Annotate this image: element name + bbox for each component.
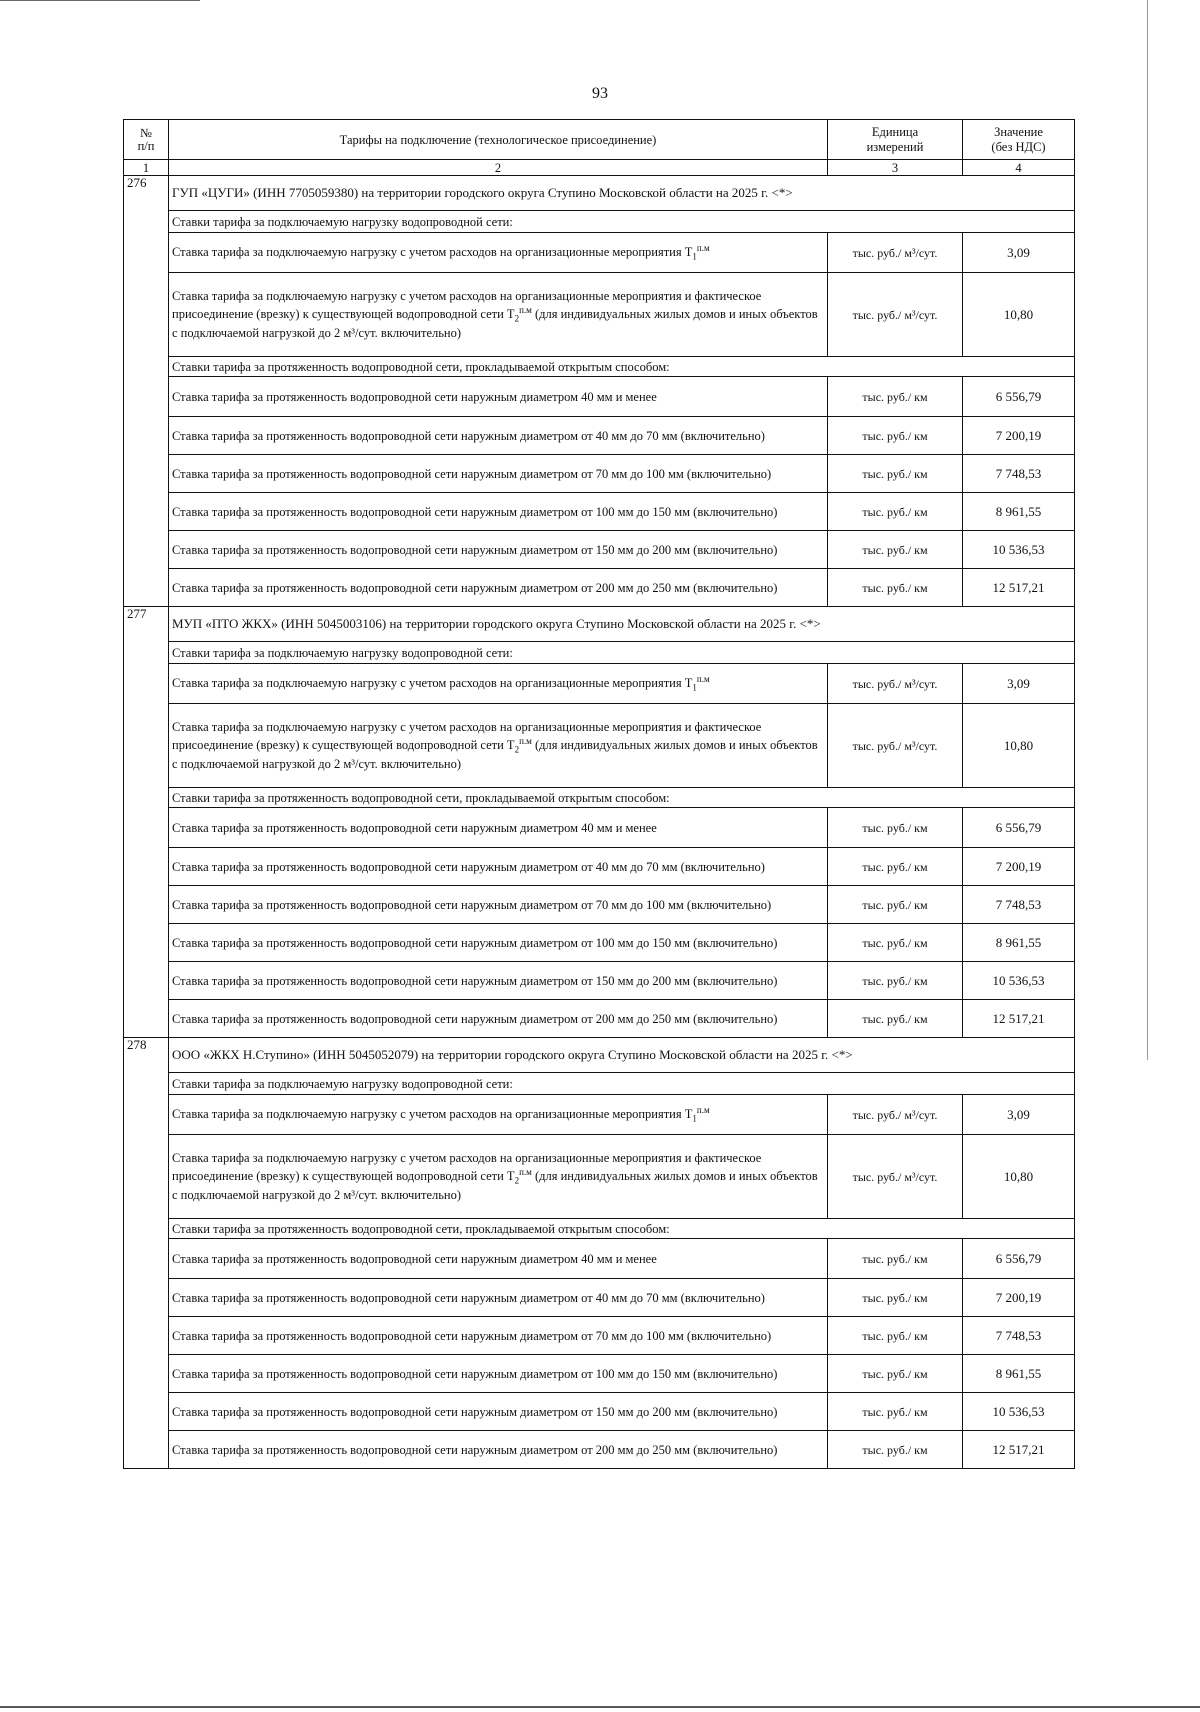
tariff-table <box>123 119 1075 1469</box>
load-section-header: Ставки тарифа за подключаемую нагрузку водопроводной сети: <box>169 642 1075 664</box>
organization-number: 276 <box>124 176 169 607</box>
length-rate-row <box>124 493 1075 531</box>
unit-value: тыс. руб./ м³/сут. <box>828 664 963 704</box>
organization-title: ООО «ЖКХ Н.Ступино» (ИНН 5045052079) на территории городского округа Ступино Московской области на 2025 г. <*> <box>169 1038 1075 1073</box>
section-header-row <box>124 788 1075 808</box>
tariff-symbol-subscript: 2 <box>514 1175 520 1186</box>
length-rate-description: Ставка тарифа за протяженность водопроводной сети наружным диаметром от 100 мм до 150 мм (включительно) <box>169 1355 828 1393</box>
load-rate-tail: (для индивидуальных жилых домов и иных объектов с подключаемой нагрузкой до 2 м³/сут. включительно) <box>172 738 818 771</box>
tariff-value: 12 517,21 <box>963 1000 1075 1038</box>
unit-value: тыс. руб./ км <box>828 1239 963 1279</box>
load-rate-description <box>169 1135 828 1219</box>
length-rate-description: Ставка тарифа за протяженность водопроводной сети наружным диаметром от 40 мм до 70 мм (включительно) <box>169 1279 828 1317</box>
tariff-value: 8 961,55 <box>963 1355 1075 1393</box>
tariff-value: 7 748,53 <box>963 455 1075 493</box>
tariff-value: 10,80 <box>963 704 1075 788</box>
tariff-value: 8 961,55 <box>963 493 1075 531</box>
tariff-symbol-superscript: п.м <box>519 736 532 747</box>
length-rate-row <box>124 808 1075 848</box>
header-unit: Единица измерений <box>828 120 963 160</box>
tariff-symbol-superscript: п.м <box>696 243 710 254</box>
load-section-header: Ставки тарифа за подключаемую нагрузку водопроводной сети: <box>169 211 1075 233</box>
load-rate-row <box>124 704 1075 788</box>
load-rate-description <box>169 664 828 704</box>
unit-value: тыс. руб./ м³/сут. <box>828 1135 963 1219</box>
load-rate-tail: (для индивидуальных жилых домов и иных объектов с подключаемой нагрузкой до 2 м³/сут. включительно) <box>172 1169 818 1202</box>
length-rate-row <box>124 924 1075 962</box>
unit-value: тыс. руб./ км <box>828 886 963 924</box>
length-rate-description: Ставка тарифа за протяженность водопроводной сети наружным диаметром от 200 мм до 250 мм (включительно) <box>169 569 828 607</box>
length-rate-row <box>124 1239 1075 1279</box>
load-rate-text: Ставка тарифа за подключаемую нагрузку с учетом расходов на организационные мероприятия <box>172 1107 682 1122</box>
load-rate-row <box>124 1135 1075 1219</box>
tariff-value: 6 556,79 <box>963 1239 1075 1279</box>
tariff-symbol-subscript: 1 <box>692 251 697 262</box>
length-rate-row <box>124 848 1075 886</box>
unit-value: тыс. руб./ м³/сут. <box>828 233 963 273</box>
length-rate-description: Ставка тарифа за протяженность водопроводной сети наружным диаметром от 70 мм до 100 мм (включительно) <box>169 1317 828 1355</box>
tariff-symbol: T <box>506 307 515 322</box>
section-header-row <box>124 1073 1075 1095</box>
unit-value: тыс. руб./ км <box>828 848 963 886</box>
header-name: Тарифы на подключение (технологическое присоединение) <box>169 120 828 160</box>
column-number-1: 1 <box>124 160 169 176</box>
length-section-header: Ставки тарифа за протяженность водопроводной сети, прокладываемой открытым способом: <box>169 788 1075 808</box>
tariff-value: 6 556,79 <box>963 377 1075 417</box>
tariff-symbol-superscript: п.м <box>696 674 710 685</box>
column-number-3: 3 <box>828 160 963 176</box>
organization-title: МУП «ПТО ЖКХ» (ИНН 5045003106) на территории городского округа Ступино Московской области на 2025 г. <*> <box>169 607 1075 642</box>
column-number-row <box>124 160 1075 176</box>
page-number: 93 <box>592 85 608 102</box>
length-rate-row <box>124 1431 1075 1469</box>
load-section-header: Ставки тарифа за подключаемую нагрузку водопроводной сети: <box>169 1073 1075 1095</box>
load-rate-row <box>124 664 1075 704</box>
tariff-value: 6 556,79 <box>963 808 1075 848</box>
section-header-row <box>124 211 1075 233</box>
tariff-value: 10 536,53 <box>963 962 1075 1000</box>
organization-title-row <box>124 1038 1075 1073</box>
length-rate-description: Ставка тарифа за протяженность водопроводной сети наружным диаметром от 100 мм до 150 мм (включительно) <box>169 493 828 531</box>
tariff-value: 10 536,53 <box>963 531 1075 569</box>
tariff-value: 12 517,21 <box>963 1431 1075 1469</box>
unit-value: тыс. руб./ км <box>828 1355 963 1393</box>
tariff-symbol-subscript: 1 <box>692 682 697 693</box>
unit-value: тыс. руб./ км <box>828 455 963 493</box>
length-section-header: Ставки тарифа за протяженность водопроводной сети, прокладываемой открытым способом: <box>169 357 1075 377</box>
table-header-row <box>124 120 1075 160</box>
section-header-row <box>124 1219 1075 1239</box>
unit-value: тыс. руб./ км <box>828 962 963 1000</box>
tariff-value: 7 200,19 <box>963 1279 1075 1317</box>
tariff-value: 7 200,19 <box>963 417 1075 455</box>
tariff-value: 8 961,55 <box>963 924 1075 962</box>
unit-value: тыс. руб./ км <box>828 1000 963 1038</box>
organization-number: 278 <box>124 1038 169 1469</box>
length-rate-row <box>124 1000 1075 1038</box>
length-rate-row <box>124 1317 1075 1355</box>
length-rate-description: Ставка тарифа за протяженность водопроводной сети наружным диаметром 40 мм и менее <box>169 808 828 848</box>
load-rate-text: Ставка тарифа за подключаемую нагрузку с учетом расходов на организационные мероприятия и фактическое присоединение (врезку) к существующей водопроводной сети <box>172 1151 762 1184</box>
tariff-symbol: T <box>684 676 693 691</box>
tariff-value: 10 536,53 <box>963 1393 1075 1431</box>
unit-value: тыс. руб./ км <box>828 808 963 848</box>
load-rate-text: Ставка тарифа за подключаемую нагрузку с учетом расходов на организационные мероприятия <box>172 245 682 260</box>
organization-number: 277 <box>124 607 169 1038</box>
length-rate-row <box>124 377 1075 417</box>
length-rate-description: Ставка тарифа за протяженность водопроводной сети наружным диаметром 40 мм и менее <box>169 377 828 417</box>
tariff-value: 3,09 <box>963 664 1075 704</box>
tariff-value: 7 200,19 <box>963 848 1075 886</box>
scan-edge-bottom <box>0 1706 1200 1708</box>
unit-value: тыс. руб./ км <box>828 377 963 417</box>
length-rate-row <box>124 1355 1075 1393</box>
section-header-row <box>124 357 1075 377</box>
header-num: № п/п <box>124 120 169 160</box>
tariff-value: 12 517,21 <box>963 569 1075 607</box>
organization-title-row <box>124 176 1075 211</box>
tariff-symbol-superscript: п.м <box>519 1167 532 1178</box>
length-rate-row <box>124 569 1075 607</box>
tariff-symbol-subscript: 2 <box>514 744 520 755</box>
load-rate-description <box>169 704 828 788</box>
unit-value: тыс. руб./ км <box>828 569 963 607</box>
tariff-value: 7 748,53 <box>963 1317 1075 1355</box>
table-body <box>124 120 1075 1469</box>
length-rate-description: Ставка тарифа за протяженность водопроводной сети наружным диаметром от 200 мм до 250 мм (включительно) <box>169 1000 828 1038</box>
unit-value: тыс. руб./ км <box>828 493 963 531</box>
tariff-value: 3,09 <box>963 1095 1075 1135</box>
tariff-value: 3,09 <box>963 233 1075 273</box>
section-header-row <box>124 642 1075 664</box>
tariff-symbol-subscript: 2 <box>514 313 520 324</box>
length-rate-description: Ставка тарифа за протяженность водопроводной сети наружным диаметром от 70 мм до 100 мм (включительно) <box>169 886 828 924</box>
length-rate-row <box>124 531 1075 569</box>
load-rate-text: Ставка тарифа за подключаемую нагрузку с учетом расходов на организационные мероприятия <box>172 676 682 691</box>
unit-value: тыс. руб./ км <box>828 1279 963 1317</box>
length-rate-description: Ставка тарифа за протяженность водопроводной сети наружным диаметром 40 мм и менее <box>169 1239 828 1279</box>
tariff-symbol: T <box>684 245 693 260</box>
length-rate-description: Ставка тарифа за протяженность водопроводной сети наружным диаметром от 70 мм до 100 мм (включительно) <box>169 455 828 493</box>
tariff-symbol: T <box>684 1107 693 1122</box>
unit-value: тыс. руб./ км <box>828 1431 963 1469</box>
length-rate-row <box>124 417 1075 455</box>
tariff-symbol: T <box>506 1169 515 1184</box>
length-rate-description: Ставка тарифа за протяженность водопроводной сети наружным диаметром от 40 мм до 70 мм (включительно) <box>169 417 828 455</box>
load-rate-tail: (для индивидуальных жилых домов и иных объектов с подключаемой нагрузкой до 2 м³/сут. включительно) <box>172 307 818 340</box>
length-rate-description: Ставка тарифа за протяженность водопроводной сети наружным диаметром от 150 мм до 200 мм (включительно) <box>169 1393 828 1431</box>
organization-title-row <box>124 607 1075 642</box>
scan-edge-right <box>1147 0 1148 1060</box>
length-rate-description: Ставка тарифа за протяженность водопроводной сети наружным диаметром от 40 мм до 70 мм (включительно) <box>169 848 828 886</box>
tariff-symbol-subscript: 1 <box>692 1113 697 1124</box>
tariff-symbol-superscript: п.м <box>696 1105 710 1116</box>
tariff-value: 7 748,53 <box>963 886 1075 924</box>
load-rate-text: Ставка тарифа за подключаемую нагрузку с учетом расходов на организационные мероприятия и фактическое присоединение (врезку) к существующей водопроводной сети <box>172 289 762 322</box>
tariff-value: 10,80 <box>963 273 1075 357</box>
length-rate-description: Ставка тарифа за протяженность водопроводной сети наружным диаметром от 150 мм до 200 мм (включительно) <box>169 531 828 569</box>
length-rate-description: Ставка тарифа за протяженность водопроводной сети наружным диаметром от 200 мм до 250 мм (включительно) <box>169 1431 828 1469</box>
length-rate-description: Ставка тарифа за протяженность водопроводной сети наружным диаметром от 150 мм до 200 мм (включительно) <box>169 962 828 1000</box>
tariff-symbol: T <box>506 738 515 753</box>
length-rate-description: Ставка тарифа за протяженность водопроводной сети наружным диаметром от 100 мм до 150 мм (включительно) <box>169 924 828 962</box>
length-rate-row <box>124 962 1075 1000</box>
load-rate-row <box>124 273 1075 357</box>
column-number-4: 4 <box>963 160 1075 176</box>
tariff-symbol-superscript: п.м <box>519 305 532 316</box>
unit-value: тыс. руб./ м³/сут. <box>828 1095 963 1135</box>
length-rate-row <box>124 1279 1075 1317</box>
length-rate-row <box>124 455 1075 493</box>
header-value: Значение (без НДС) <box>963 120 1075 160</box>
unit-value: тыс. руб./ м³/сут. <box>828 704 963 788</box>
unit-value: тыс. руб./ км <box>828 417 963 455</box>
length-section-header: Ставки тарифа за протяженность водопроводной сети, прокладываемой открытым способом: <box>169 1219 1075 1239</box>
load-rate-description <box>169 1095 828 1135</box>
organization-title: ГУП «ЦУГИ» (ИНН 7705059380) на территории городского округа Ступино Московской области на 2025 г. <*> <box>169 176 1075 211</box>
unit-value: тыс. руб./ км <box>828 1317 963 1355</box>
load-rate-row <box>124 233 1075 273</box>
unit-value: тыс. руб./ км <box>828 531 963 569</box>
load-rate-description <box>169 233 828 273</box>
length-rate-row <box>124 886 1075 924</box>
tariff-value: 10,80 <box>963 1135 1075 1219</box>
load-rate-row <box>124 1095 1075 1135</box>
scan-edge-top <box>0 0 200 1</box>
column-number-2: 2 <box>169 160 828 176</box>
load-rate-text: Ставка тарифа за подключаемую нагрузку с учетом расходов на организационные мероприятия и фактическое присоединение (врезку) к существующей водопроводной сети <box>172 720 762 753</box>
unit-value: тыс. руб./ км <box>828 1393 963 1431</box>
length-rate-row <box>124 1393 1075 1431</box>
unit-value: тыс. руб./ км <box>828 924 963 962</box>
load-rate-description <box>169 273 828 357</box>
unit-value: тыс. руб./ м³/сут. <box>828 273 963 357</box>
